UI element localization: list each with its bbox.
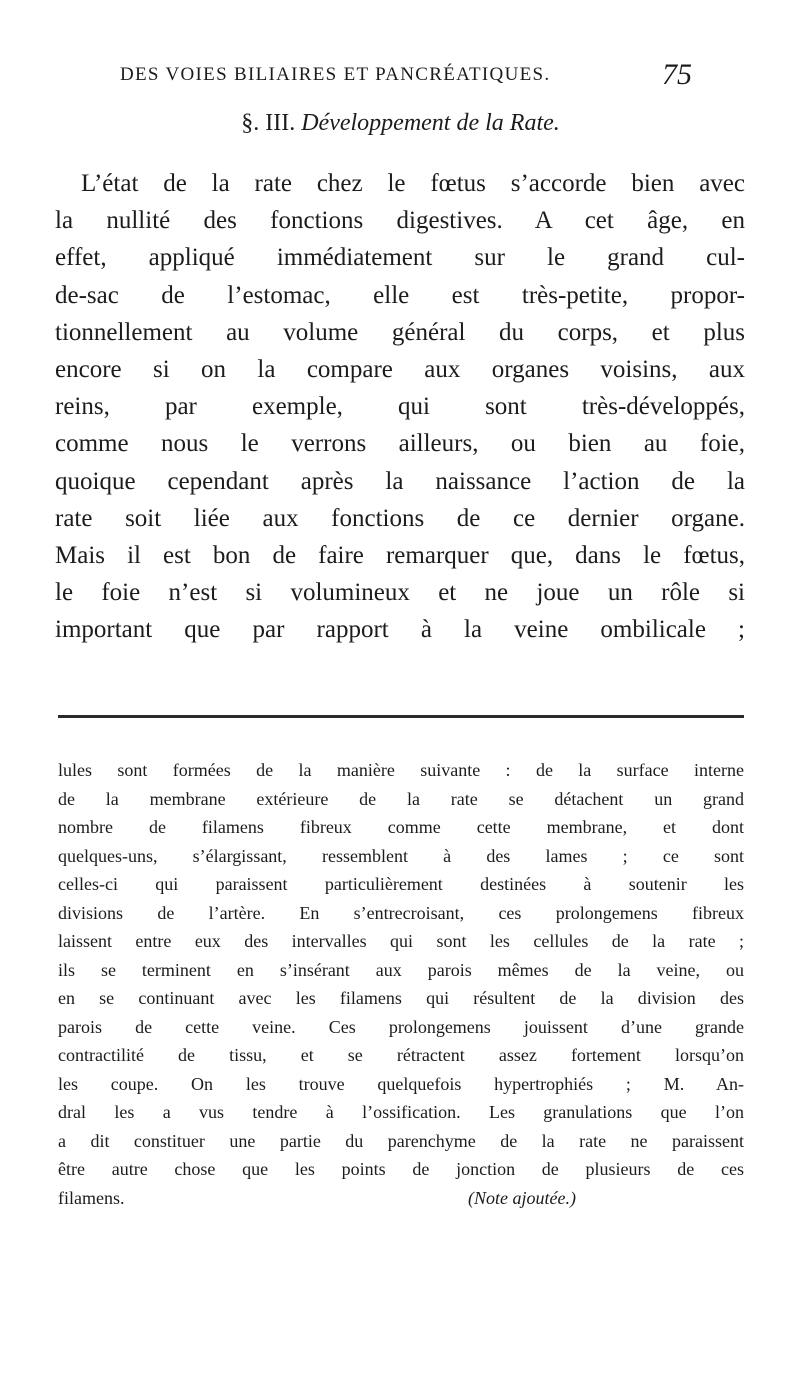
body-line: effet, appliqué immédiatement sur le grand cul-: [55, 244, 745, 272]
running-title: DES VOIES BILIAIRES ET PANCRÉATIQUES.: [120, 64, 551, 85]
footnote-line: de la membrane extérieure de la rate se détachent un grand: [58, 788, 744, 809]
footnote-line: nombre de filamens fibreux comme cette membrane, et dont: [58, 817, 744, 837]
footnote-line: en se continuant avec les filamens qui résultent de la division des: [58, 988, 744, 1008]
body-line: reins, par exemple, qui sont très-développés,: [55, 393, 745, 421]
section-number: §. III.: [241, 110, 296, 136]
body-line: rate soit liée aux fonctions de ce dernier organe.: [55, 504, 745, 532]
footnote-divider: [58, 715, 744, 718]
section-heading: [0, 110, 801, 137]
footnote-line: a dit constituer une partie du parenchyme de la rate ne paraissent: [58, 1130, 744, 1151]
body-paragraph: [55, 165, 745, 649]
footnote-last-line: [58, 1184, 744, 1213]
body-line: quoique cependant après la naissance l’action de la: [55, 467, 745, 495]
footnote-line: lules sont formées de la manière suivante : de la surface interne: [58, 760, 744, 780]
body-line: important que par rapport à la veine ombilicale ;: [55, 616, 745, 644]
footnote-line: laissent entre eux des intervalles qui sont les cellules de la rate ;: [58, 931, 744, 951]
footnote-line: parois de cette veine. Ces prolongemens jouissent d’une grande: [58, 1016, 744, 1037]
footnote-note-tag: (Note ajoutée.): [468, 1187, 576, 1208]
footnote-line: quelques-uns, s’élargissant, ressemblent à des lames ; ce sont: [58, 845, 744, 866]
body-line: de-sac de l’estomac, elle est très-petite, propor-: [55, 281, 745, 309]
body-line: encore si on la compare aux organes voisins, aux: [55, 356, 745, 384]
body-line: tionnellement au volume général du corps, et plus: [55, 318, 745, 346]
footnote-line: être autre chose que les points de jonction de plusieurs de ces: [58, 1159, 744, 1179]
footnote-line: dral les a vus tendre à l’ossification. Les granulations que l’on: [58, 1102, 744, 1122]
body-line: la nullité des fonctions digestives. A cet âge, en: [55, 207, 745, 235]
page-number: 75: [662, 58, 692, 91]
running-head: [0, 58, 801, 98]
footnote: [58, 756, 744, 1212]
footnote-line: filamens.: [58, 1187, 125, 1208]
footnote-line: ils se terminent en s’insérant aux parois mêmes de la veine, ou: [58, 959, 744, 980]
footnote-line: contractilité de tissu, et se rétractent assez fortement lorsqu’on: [58, 1045, 744, 1065]
section-title: Développement de la Rate.: [301, 110, 560, 136]
footnote-line: les coupe. On les trouve quelquefois hypertrophiés ; M. An-: [58, 1073, 744, 1094]
body-line: comme nous le verrons ailleurs, ou bien au foie,: [55, 430, 745, 458]
body-line: le foie n’est si volumineux et ne joue un rôle si: [55, 579, 745, 607]
body-line: Mais il est bon de faire remarquer que, dans le fœtus,: [55, 542, 745, 570]
body-line: L’état de la rate chez le fœtus s’accorde bien avec: [81, 170, 745, 197]
footnote-line: divisions de l’artère. En s’entrecroisant, ces prolongemens fibreux: [58, 902, 744, 923]
footnote-line: celles-ci qui paraissent particulièrement destinées à soutenir les: [58, 874, 744, 894]
